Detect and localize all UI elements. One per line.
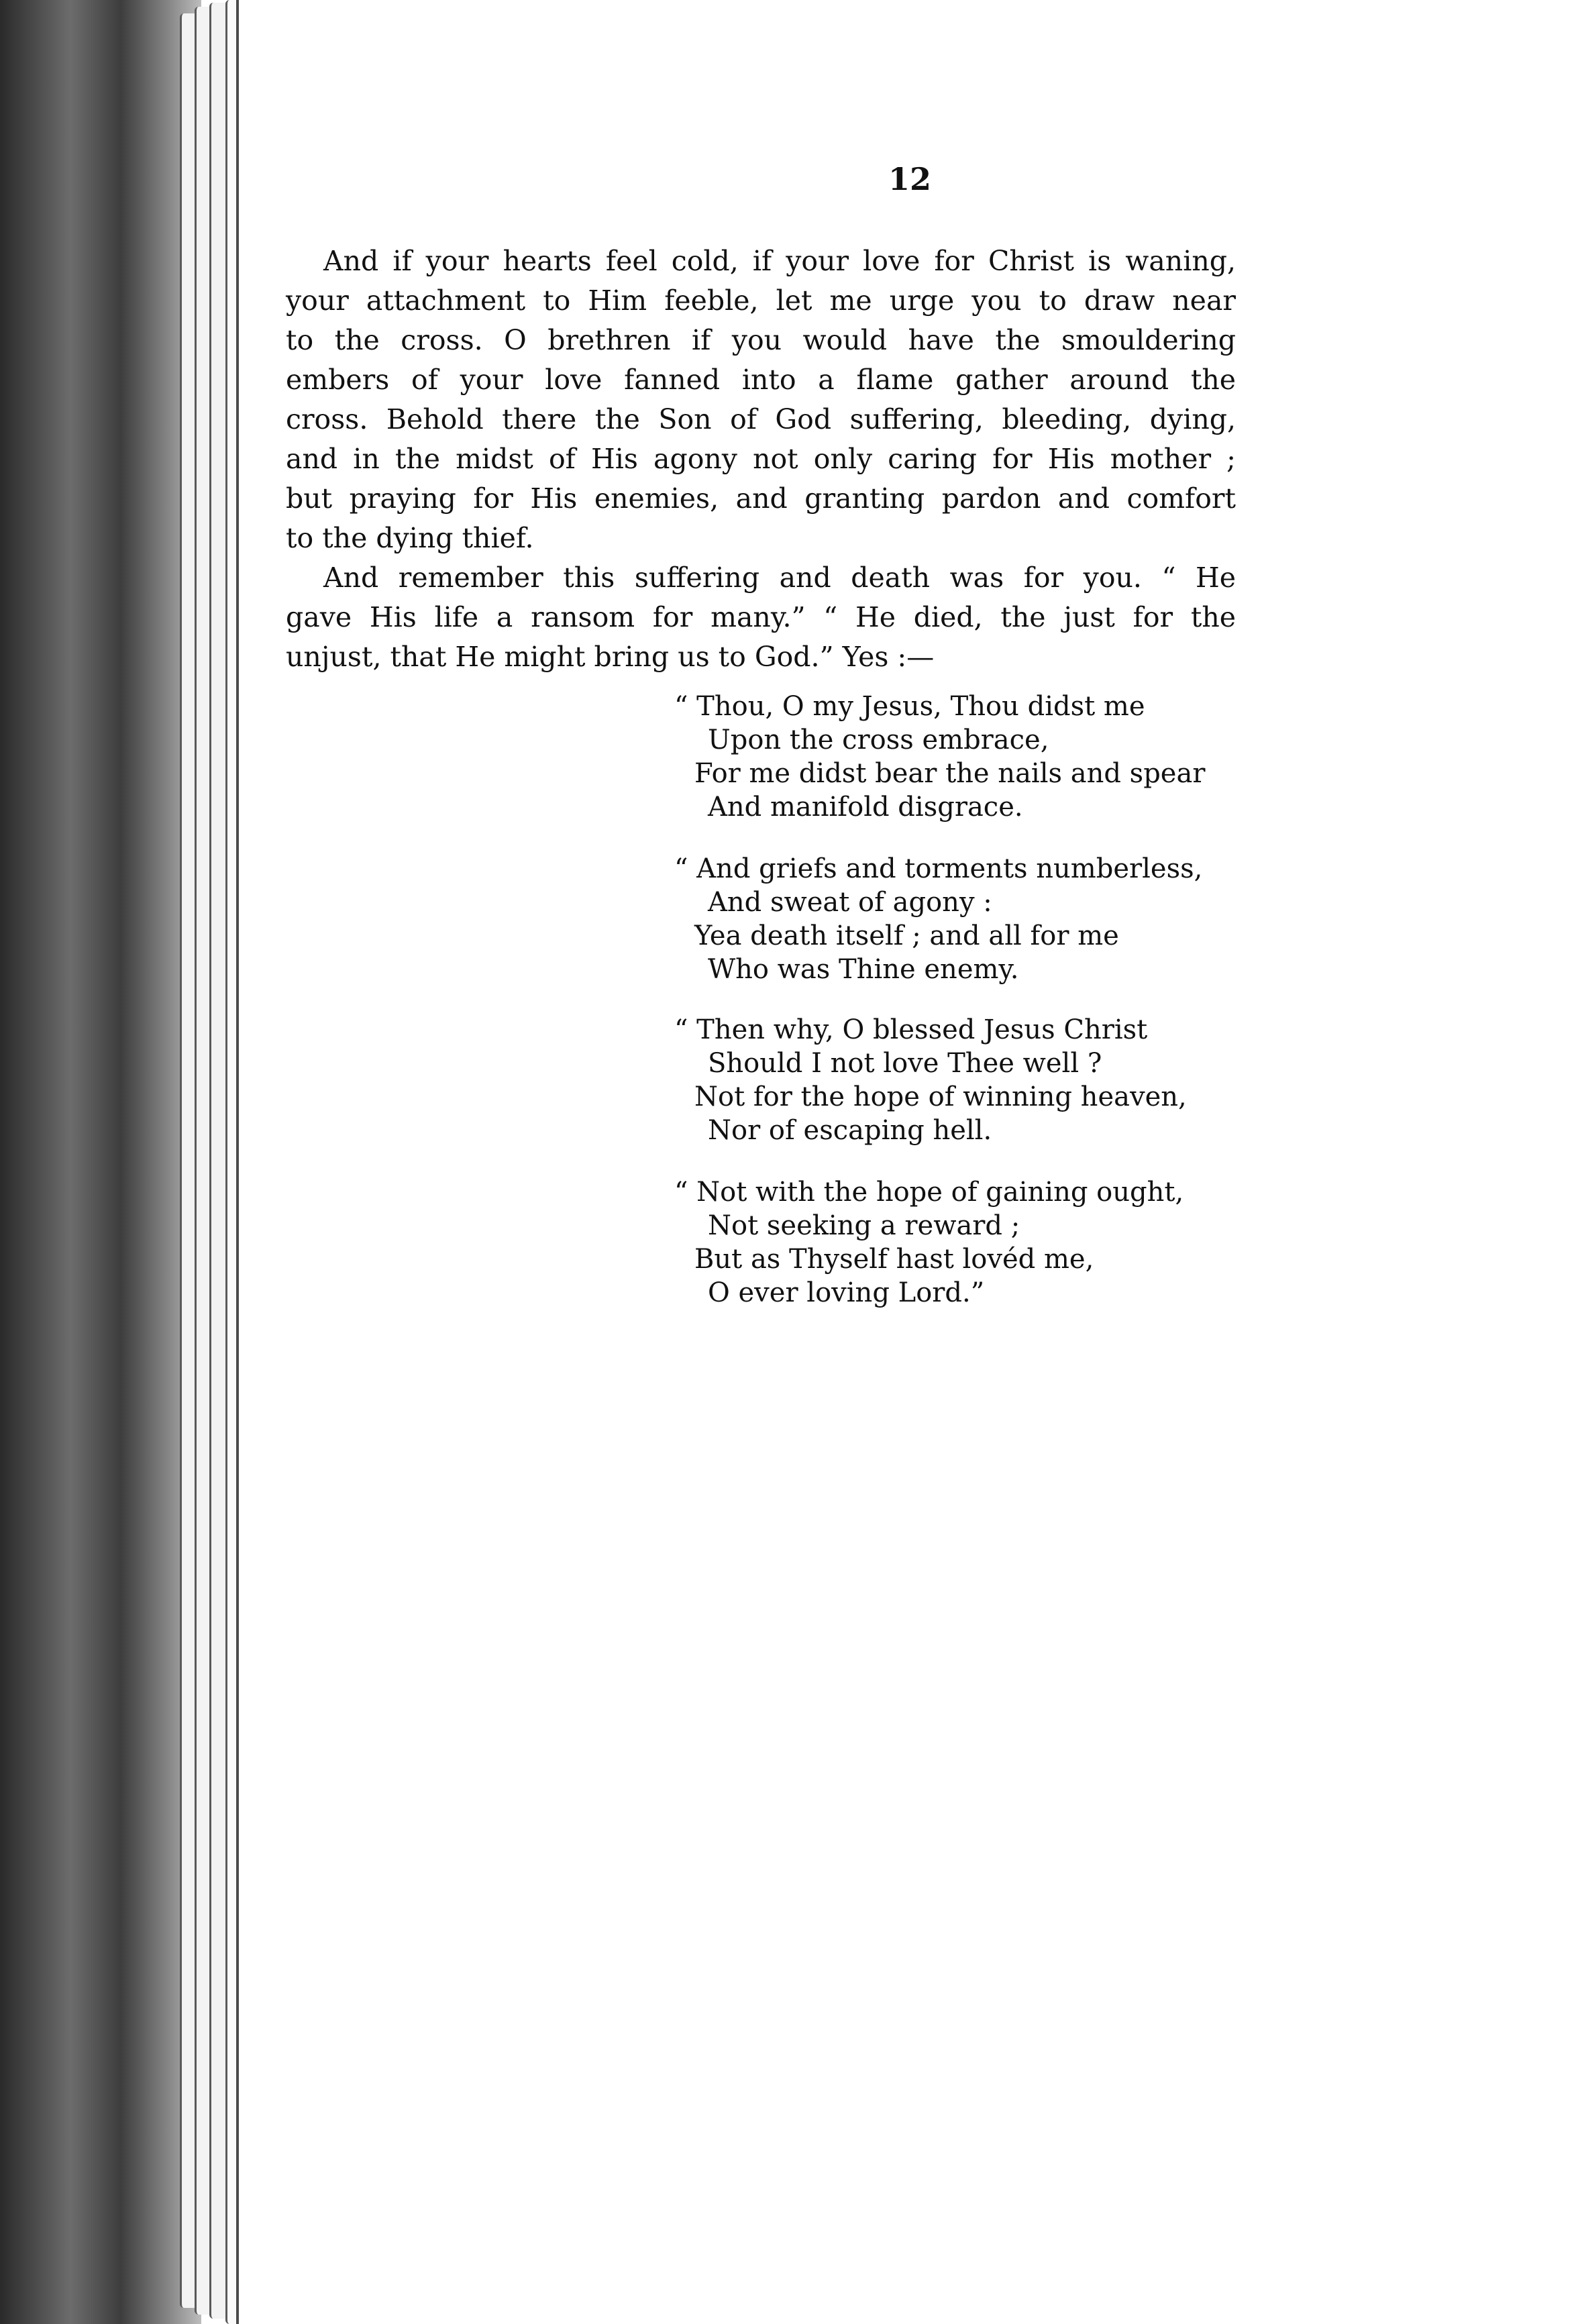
- body-text: [248, 242, 1236, 677]
- poem-line: “ Thou, O my Jesus, Thou didst me: [674, 691, 1145, 722]
- poem-line: “ And griefs and torments numberless,: [674, 853, 1203, 884]
- poem-line: O ever loving Lord.”: [708, 1277, 985, 1308]
- poem-line: Not seeking a reward ;: [708, 1210, 1020, 1241]
- page-number: 12: [888, 161, 931, 197]
- text-line: cross. Behold there the Son of God suffering, bleeding, dying,: [286, 403, 1236, 435]
- book-binding: [0, 0, 201, 2324]
- poem-stanza-2: [674, 852, 1202, 986]
- poem-stanza-3: [674, 1013, 1187, 1147]
- poem-line: For me didst bear the nails and spear: [694, 758, 1206, 789]
- poem-stanza-4: [674, 1175, 1184, 1310]
- poem-line: Should I not love Thee well ?: [708, 1048, 1102, 1079]
- text-line: And remember this suffering and death was for you. “ He: [323, 562, 1236, 594]
- poem-line: And sweat of agony :: [708, 887, 992, 918]
- poem-line: And manifold disgrace.: [708, 792, 1023, 823]
- text-line: gave His life a ransom for many.” “ He died, the just for the: [286, 601, 1236, 633]
- text-line: to the dying thief.: [286, 522, 534, 554]
- text-line: to the cross. O brethren if you would have the smouldering: [286, 324, 1236, 356]
- text-line: and in the midst of His agony not only caring for His mother ;: [286, 443, 1236, 475]
- poem-line: Not for the hope of winning heaven,: [694, 1081, 1187, 1112]
- poem-line: Nor of escaping hell.: [708, 1115, 992, 1146]
- paragraph-1: [248, 242, 1236, 558]
- poem-line: Who was Thine enemy.: [708, 954, 1019, 985]
- poem-line: Upon the cross embrace,: [708, 725, 1049, 755]
- text-line: embers of your love fanned into a flame gather around the: [286, 364, 1236, 396]
- poem-stanza-1: [674, 690, 1205, 824]
- poem-line: But as Thyself hast lovéd me,: [694, 1244, 1094, 1275]
- text-line: And if your hearts feel cold, if your love for Christ is waning,: [323, 245, 1236, 277]
- text-line: but praying for His enemies, and granting pardon and comfort: [286, 482, 1236, 515]
- poem-line: “ Then why, O blessed Jesus Christ: [674, 1014, 1148, 1045]
- text-line: unjust, that He might bring us to God.” Yes :—: [286, 641, 935, 673]
- poem-line: Yea death itself ; and all for me: [694, 920, 1119, 951]
- text-line: your attachment to Him feeble, let me urge you to draw near: [286, 284, 1236, 317]
- poem-line: “ Not with the hope of gaining ought,: [674, 1177, 1184, 1208]
- paragraph-2: [248, 558, 1236, 677]
